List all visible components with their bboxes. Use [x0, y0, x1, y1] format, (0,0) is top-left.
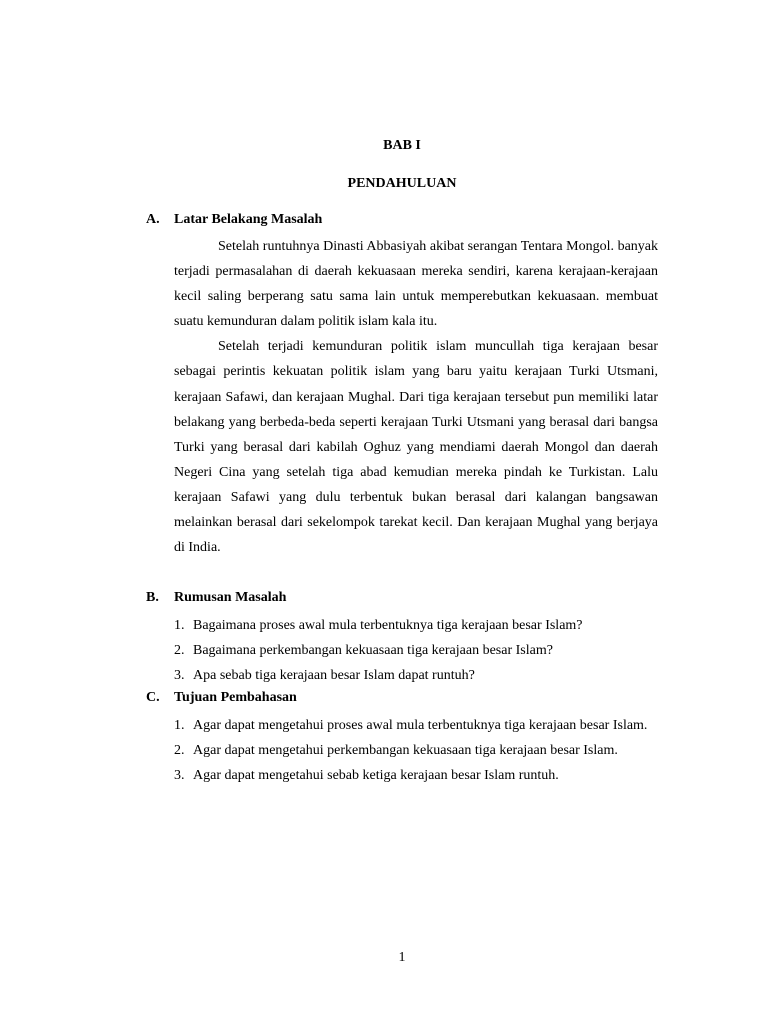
section-a-title: Latar Belakang Masalah [174, 212, 323, 227]
list-item-text: Apa sebab tiga kerajaan besar Islam dapat runtuh? [193, 668, 475, 683]
list-item-text: Bagaimana perkembangan kekuasaan tiga kerajaan besar Islam? [193, 643, 553, 658]
list-item-number: 2. [174, 643, 185, 658]
list-item-text: Agar dapat mengetahui perkembangan kekuasaan tiga kerajaan besar Islam. [193, 743, 618, 758]
list-item-number: 3. [174, 768, 185, 783]
rumusan-list [174, 613, 658, 688]
page-number: 1 [398, 950, 406, 965]
list-item-number: 2. [174, 743, 185, 758]
list-item-number: 1. [174, 618, 185, 633]
section-c-title: Tujuan Pembahasan [174, 690, 297, 705]
list-item [174, 638, 658, 663]
section-b-title: Rumusan Masalah [174, 590, 287, 605]
list-item-text: Agar dapat mengetahui proses awal mula terbentuknya tiga kerajaan besar Islam. [193, 718, 648, 733]
list-item-text: Agar dapat mengetahui sebab ketiga kerajaan besar Islam runtuh. [193, 768, 559, 783]
list-item-number: 3. [174, 668, 185, 683]
list-item [174, 738, 658, 763]
section-c-heading [146, 688, 297, 708]
section-c-letter: C. [146, 690, 160, 705]
section-a-body [174, 234, 658, 560]
list-item [174, 713, 658, 738]
list-item-text: Bagaimana proses awal mula terbentuknya tiga kerajaan besar Islam? [193, 618, 583, 633]
chapter-title: PENDAHULUAN [347, 176, 457, 191]
list-item-number: 1. [174, 718, 185, 733]
chapter-label: BAB I [383, 138, 421, 153]
section-b-heading [146, 588, 286, 608]
paragraph: Setelah terjadi kemunduran politik islam muncullah tiga kerajaan besar sebagai perintis kekuatan politik islam yang baru yaitu kerajaan Turki Utsmani, kerajaan Safawi, dan kerajaan Mughal. Dari tiga kerajaan tersebut pun memiliki latar belakang yang berbeda-beda seperti kerajaan Turki Utsmani yang berasal dari bangsa Turki yang berasal dari kabilah Oghuz yang mendiami daerah Mongol dan daerah Negeri Cina yang setelah tiga abad kemudian mereka pindah ke Turkistan. Lalu kerajaan Safawi yang dulu terbentuk bukan berasal dari kalangan bangsawan melainkan berasal dari sekelompok tarekat kecil. Dan kerajaan Mughal yang berjaya di India. [174, 339, 658, 556]
list-item [174, 663, 658, 688]
section-a-letter: A. [146, 212, 160, 227]
list-item [174, 763, 658, 788]
section-a-heading [146, 210, 322, 230]
section-b-letter: B. [146, 590, 159, 605]
list-item [174, 613, 658, 638]
tujuan-list [174, 713, 658, 788]
paragraph: Setelah runtuhnya Dinasti Abbasiyah akibat serangan Tentara Mongol. banyak terjadi permasalahan di daerah kekuasaan mereka sendiri, karena kerajaan-kerajaan kecil saling berperang satu sama lain untuk memperebutkan kekuasaan. membuat suatu kemunduran dalam politik islam kala itu. [174, 239, 658, 330]
